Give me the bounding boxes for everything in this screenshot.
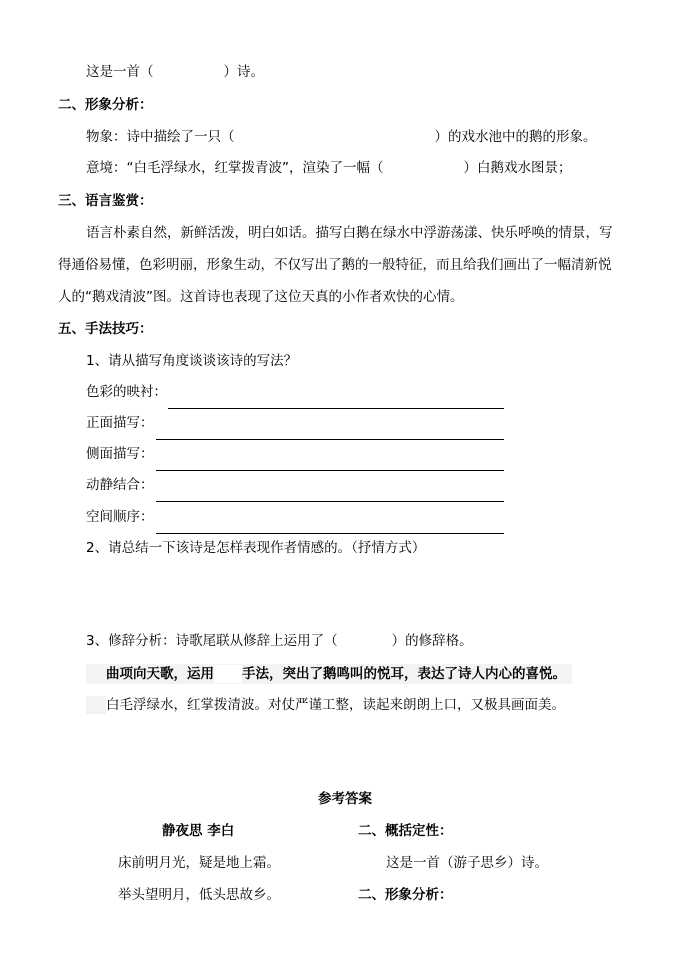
- section-image-analysis-heading: 二、形象分析：: [58, 97, 153, 113]
- shaded-answer-1-post: 手法，突出了鹅鸣叫的悦耳，表达了诗人内心的喜悦。: [242, 666, 566, 682]
- yixiang-line: [86, 159, 572, 177]
- shaded-answer-2: 白毛浮绿水，红掌拨清波。对仗严谨工整，读起来朗朗上口，又极具画面美。: [106, 697, 565, 713]
- answer-line-space[interactable]: [156, 521, 504, 534]
- answers-title: 参考答案: [318, 791, 372, 807]
- answer-item-label: 正面描写：: [86, 415, 154, 431]
- answer-item-direct: [86, 414, 154, 432]
- question-3-pre: 3、修辞分析：诗歌尾联从修辞上运用了（: [86, 633, 338, 649]
- answers-poem-type: 这是一首（游子思乡）诗。: [386, 855, 548, 871]
- shaded-answer-1: [86, 664, 572, 684]
- yixiang-post: ）白鹅戏水图景；: [463, 160, 572, 176]
- answer-item-label: 色彩的映衬：: [86, 384, 167, 400]
- poem-line-2: 举头望明月，低头思故乡。: [118, 887, 280, 903]
- answer-item-indirect: [86, 445, 154, 463]
- poem-type-pre: 这是一首（: [86, 64, 154, 80]
- answer-line-motion[interactable]: [156, 489, 504, 502]
- answer-line-color[interactable]: [168, 396, 504, 409]
- wuxiang-pre: 物象：诗中描绘了一只（: [86, 129, 235, 145]
- wuxiang-line: [86, 128, 597, 146]
- shaded-answer-2-line: [86, 696, 565, 714]
- answer-line-direct[interactable]: [156, 427, 504, 440]
- language-para-line-2: 得通俗易懂，色彩明丽，形象生动，不仅写出了鹅的一般特征，而且给我们画出了一幅清新悦: [58, 257, 612, 273]
- answers-heading-generalize: 二、概括定性：: [358, 823, 453, 839]
- shaded-answer-1-blank[interactable]: [214, 665, 242, 683]
- answer-item-label: 侧面描写：: [86, 446, 154, 462]
- answers-heading-image: 二、形象分析：: [358, 887, 453, 903]
- section-language-heading: 三、语言鉴赏：: [58, 193, 153, 209]
- question-3: [86, 632, 473, 650]
- question-3-post: ）的修辞格。: [391, 633, 473, 649]
- shaded-indent: [86, 696, 106, 714]
- poem-type-post: ）诗。: [223, 64, 264, 80]
- language-para-line-1: 语言朴素自然，新鲜活泼，明白如话。描写白鹅在绿水中浮游荡漾、快乐呼唤的情景，写: [86, 225, 613, 241]
- poem-title: 静夜思 李白: [162, 823, 235, 839]
- answer-item-label: 动静结合：: [86, 477, 154, 493]
- wuxiang-post: ）的戏水池中的鹅的形象。: [434, 129, 597, 145]
- section-technique-heading: 五、手法技巧：: [58, 321, 153, 337]
- question-1: 1、请从描写角度谈谈该诗的写法？: [86, 353, 298, 369]
- poem-line-1: 床前明月光，疑是地上霜。: [118, 855, 280, 871]
- answer-line-indirect[interactable]: [156, 458, 504, 471]
- language-para-line-3: 人的“鹅戏清波”图。这首诗也表现了这位天真的小作者欢快的心情。: [58, 289, 464, 305]
- answer-item-space: [86, 508, 154, 526]
- question-2: 2、请总结一下该诗是怎样表现作者情感的。（抒情方式）: [86, 540, 426, 556]
- answer-item-motion: [86, 476, 154, 494]
- yixiang-pre: 意境：“白毛浮绿水，红掌拨青波”，渲染了一幅（: [86, 160, 384, 176]
- answer-item-color: [86, 383, 167, 401]
- shaded-answer-1-pre: 曲项向天歌，运用: [106, 666, 214, 682]
- answer-item-label: 空间顺序：: [86, 509, 154, 525]
- poem-type-line: [86, 63, 264, 81]
